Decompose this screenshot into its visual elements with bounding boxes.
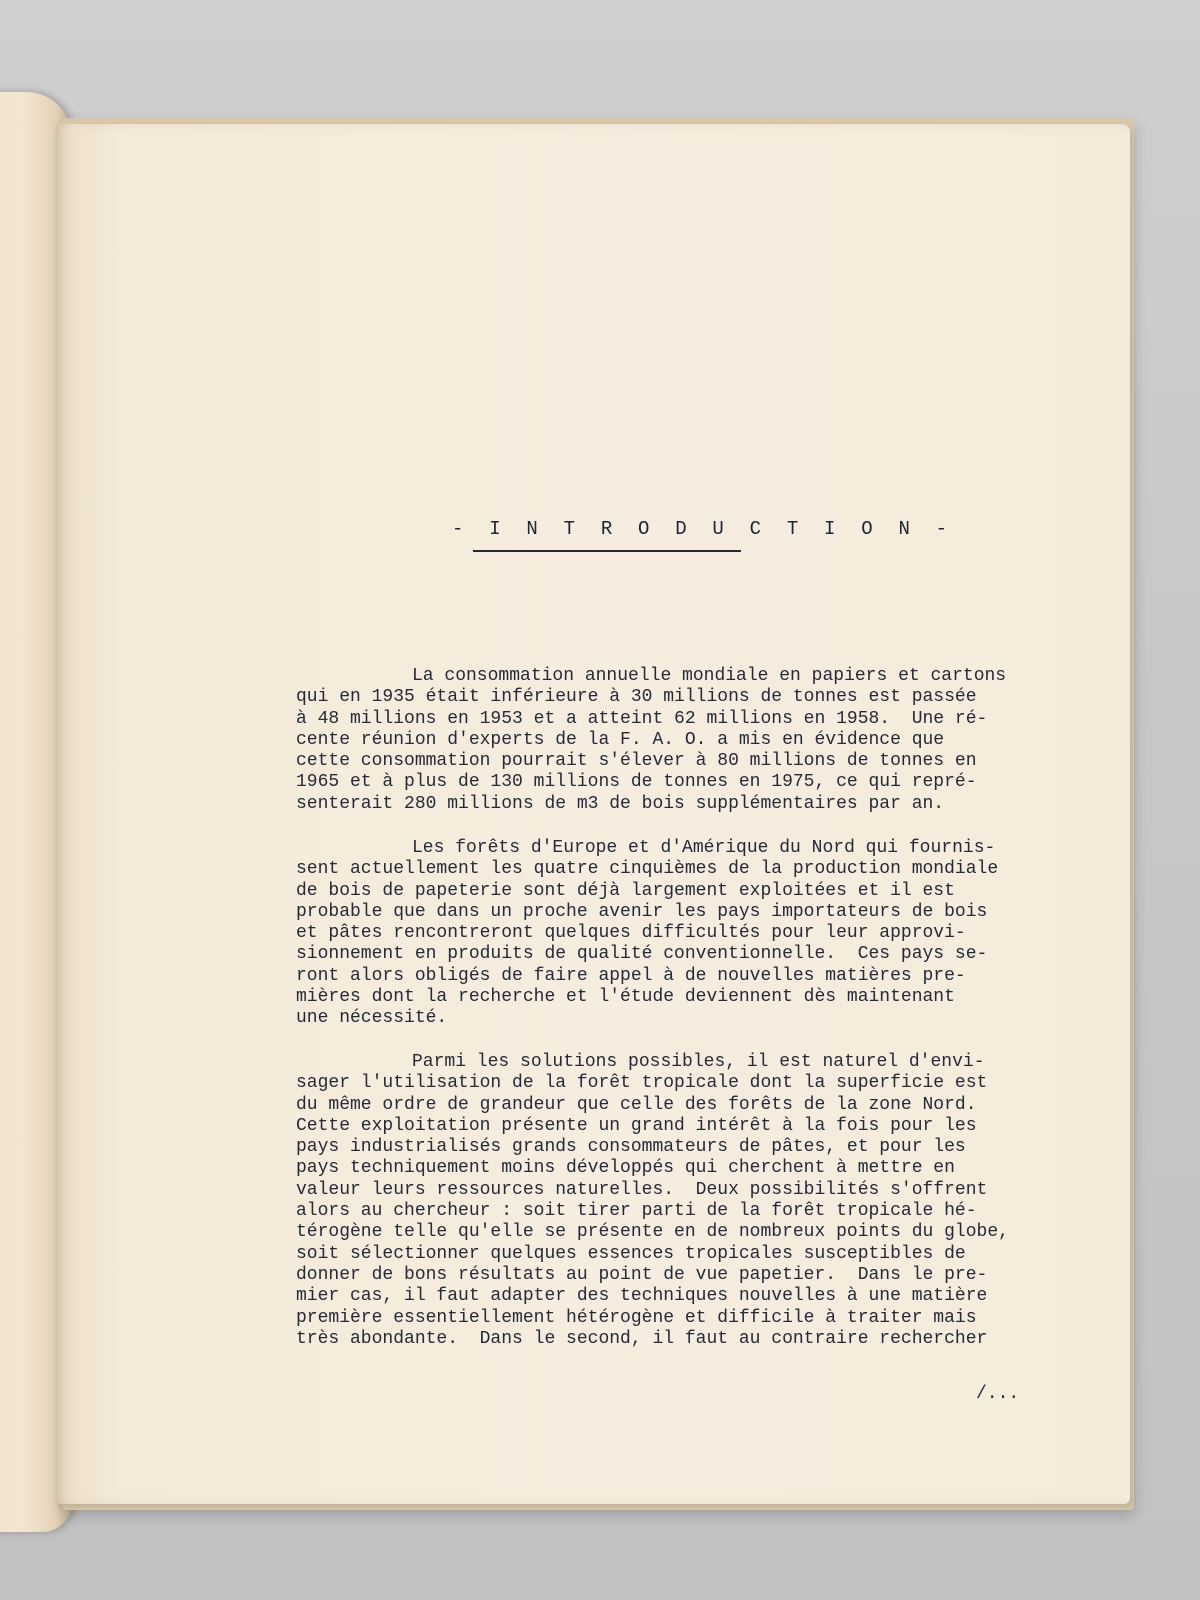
text-line: qui en 1935 était inférieure à 30 millions de tonnes est passée [296, 687, 977, 708]
text-line: térogène telle qu'elle se présente en de nombreux points du globe, [296, 1222, 1009, 1243]
text-line: mier cas, il faut adapter des techniques nouvelles à une matière [296, 1286, 988, 1307]
text-line: première essentiellement hétérogène et difficile à traiter mais [296, 1307, 977, 1328]
text-line: pays industrialisés grands consommateurs de pâtes, et pour les [296, 1137, 966, 1158]
text-line: senterait 280 millions de m3 de bois supplémentaires par an. [296, 793, 945, 814]
text-line: sionnement en produits de qualité conventionnelle. Ces pays se- [296, 944, 988, 965]
text-line: de bois de papeterie sont déjà largement exploitées et il est [296, 880, 955, 901]
text-line: et pâtes rencontreront quelques difficultés pour leur approvi- [296, 923, 966, 944]
text-line: ront alors obligés de faire appel à de nouvelles matières pre- [296, 965, 966, 986]
text-line: Parmi les solutions possibles, il est naturel d'envi- [412, 1052, 985, 1072]
text-line: 1965 et à plus de 130 millions de tonnes en 1975, ce qui repré- [296, 772, 977, 793]
text-line: pays techniquement moins développés qui cherchent à mettre en [296, 1158, 955, 1179]
text-line: sager l'utilisation de la forêt tropicale dont la superficie est [296, 1073, 988, 1094]
text-line: alors au chercheur : soit tirer parti de la forêt tropicale hé- [296, 1201, 977, 1222]
text-line: cette consommation pourrait s'élever à 80 millions de tonnes en [296, 751, 977, 772]
text-line: Les forêts d'Europe et d'Amérique du Nord qui fournis- [412, 838, 996, 858]
text-line: donner de bons résultats au point de vue papetier. Dans le pre- [296, 1264, 988, 1285]
text-line: probable que dans un proche avenir les pays importateurs de bois [296, 901, 988, 922]
continuation-mark: /... [976, 1384, 1020, 1404]
text-line: cente réunion d'experts de la F. A. O. a mis en évidence que [296, 729, 945, 750]
paragraph-1 [296, 666, 1066, 815]
text-line: très abondante. Dans le second, il faut au contraire rechercher [296, 1328, 988, 1349]
text-line: valeur leurs ressources naturelles. Deux possibilités s'offrent [296, 1179, 988, 1200]
page-title: - I N T R O D U C T I O N - [452, 518, 955, 540]
title-underline [473, 550, 741, 552]
text-line: mières dont la recherche et l'étude deviennent dès maintenant [296, 987, 955, 1008]
text-line: soit sélectionner quelques essences tropicales susceptibles de [296, 1243, 966, 1264]
text-line: une nécessité. [296, 1008, 448, 1029]
typewritten-page [56, 124, 1130, 1504]
text-line: sent actuellement les quatre cinquièmes de la production mondiale [296, 859, 999, 880]
paragraph-2 [296, 838, 1066, 1030]
text-line: La consommation annuelle mondiale en papiers et cartons [412, 666, 1007, 686]
text-line: à 48 millions en 1953 et a atteint 62 millions en 1958. Une ré- [296, 708, 988, 729]
paragraph-3 [296, 1052, 1066, 1350]
text-line: du même ordre de grandeur que celle des forêts de la zone Nord. [296, 1094, 977, 1115]
text-line: Cette exploitation présente un grand intérêt à la fois pour les [296, 1115, 977, 1136]
